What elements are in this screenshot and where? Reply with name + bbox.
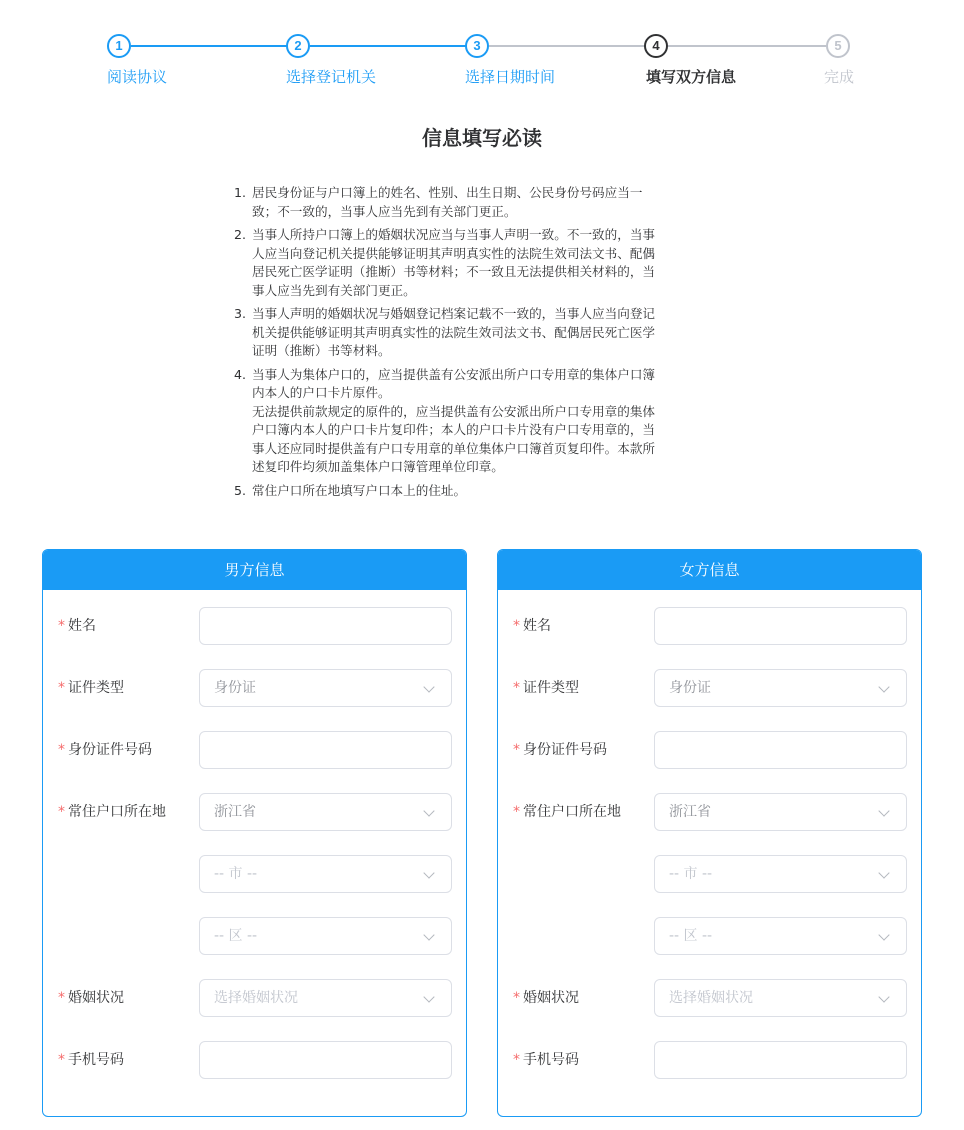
required-mark: * xyxy=(513,990,520,1006)
notice-item-number: 5. xyxy=(234,482,247,498)
step-5-number: 5 xyxy=(826,34,850,58)
phone-label xyxy=(58,1049,124,1069)
district-placeholder: -- 区 -- xyxy=(214,928,258,944)
name-input[interactable] xyxy=(654,607,907,645)
step-connector xyxy=(668,45,826,47)
required-mark: * xyxy=(513,618,520,634)
notice-line: 无法提供前款规定的原件的，应当提供盖有公安派出所户口专用章的集体 xyxy=(252,403,655,419)
required-mark: * xyxy=(513,804,520,820)
chevron-down-icon xyxy=(423,929,434,940)
male-info-panel xyxy=(42,549,467,1117)
chevron-down-icon xyxy=(878,805,889,816)
step-3-label: 选择日期时间 xyxy=(465,68,556,86)
notice-line: 当事人声明的婚姻状况与婚姻登记档案记载不一致的，当事人应当向登记 xyxy=(252,306,655,321)
step-4-label: 填写双方信息 xyxy=(646,68,737,86)
notice-item-number: 3. xyxy=(234,306,247,321)
step-connector xyxy=(310,45,467,47)
chevron-down-icon xyxy=(423,681,434,692)
marital-status-placeholder: 选择婚姻状况 xyxy=(669,990,753,1006)
notice-item-number: 1. xyxy=(234,185,247,200)
notice-line: 居民身份证与户口簿上的姓名、性别、出生日期、公民身份号码应当一 xyxy=(252,185,643,200)
required-mark: * xyxy=(58,618,65,634)
district-placeholder: -- 区 -- xyxy=(669,928,713,944)
notice-item-number: 2. xyxy=(234,227,247,242)
required-mark: * xyxy=(58,680,65,696)
marital-status-label xyxy=(58,987,124,1007)
city-placeholder: -- 市 -- xyxy=(214,866,258,882)
required-mark: * xyxy=(58,990,65,1006)
marital-status-label xyxy=(513,987,579,1007)
district-select[interactable] xyxy=(654,917,907,955)
notice-list xyxy=(234,184,704,505)
province-value: 浙江省 xyxy=(669,804,711,820)
chevron-down-icon xyxy=(878,681,889,692)
id-type-select[interactable] xyxy=(654,669,907,707)
residence-label-text: 常住户口所在地 xyxy=(68,804,166,820)
id-type-value: 身份证 xyxy=(669,680,711,696)
chevron-down-icon xyxy=(878,929,889,940)
id-type-label-text: 证件类型 xyxy=(68,680,124,696)
notice-line: 当事人所持户口簿上的婚姻状况应当与当事人声明一致。不一致的，当事 xyxy=(252,227,655,242)
notice-line: 常住户口所在地填写户口本上的住址。 xyxy=(252,482,467,498)
chevron-down-icon xyxy=(423,867,434,878)
id-type-select[interactable] xyxy=(199,669,452,707)
chevron-down-icon xyxy=(878,867,889,878)
phone-label-text: 手机号码 xyxy=(523,1052,579,1068)
id-number-label xyxy=(513,739,607,759)
marital-status-label-text: 婚姻状况 xyxy=(68,990,124,1006)
notice-item xyxy=(234,305,704,361)
step-connector xyxy=(131,45,288,47)
notice-line: 户口簿内本人的户口卡片复印件；本人的户口卡片没有户口专用章的，当 xyxy=(252,422,655,437)
marital-status-select[interactable] xyxy=(654,979,907,1017)
notice-line: 当事人为集体户口的，应当提供盖有公安派出所户口专用章的集体户口簿 xyxy=(252,366,655,382)
step-4-number: 4 xyxy=(644,34,668,58)
required-mark: * xyxy=(58,742,65,758)
required-mark: * xyxy=(58,804,65,820)
notice-item xyxy=(234,482,704,501)
notice-line: 居民死亡医学证明（推断）书等材料；不一致且无法提供相关材料的，当 xyxy=(252,264,655,279)
progress-stepper xyxy=(0,0,964,100)
notice-line: 证明（推断）书等材料。 xyxy=(252,343,391,358)
province-select[interactable] xyxy=(654,793,907,831)
residence-label xyxy=(513,801,621,821)
step-1-number: 1 xyxy=(107,34,131,58)
name-label xyxy=(513,615,551,635)
id-number-label xyxy=(58,739,152,759)
id-number-label-text: 身份证件号码 xyxy=(523,742,607,758)
step-5-label: 完成 xyxy=(824,68,855,86)
residence-label xyxy=(58,801,166,821)
id-type-label xyxy=(58,677,124,697)
marital-status-label-text: 婚姻状况 xyxy=(523,990,579,1006)
chevron-down-icon xyxy=(878,991,889,1002)
notice-item xyxy=(234,226,704,300)
notice-line: 人应当向登记机关提供能够证明其声明真实性的法院生效司法文书、配偶 xyxy=(252,245,655,261)
female-info-panel xyxy=(497,549,922,1117)
province-value: 浙江省 xyxy=(214,804,256,820)
province-select[interactable] xyxy=(199,793,452,831)
marital-status-select[interactable] xyxy=(199,979,452,1017)
notice-line: 事人还应同时提供盖有户口专用章的单位集体户口簿首页复印件。本款所 xyxy=(252,440,655,456)
step-2-number: 2 xyxy=(286,34,310,58)
notice-line: 内本人的户口卡片原件。 xyxy=(252,385,391,400)
name-input[interactable] xyxy=(199,607,452,645)
id-type-value: 身份证 xyxy=(214,680,256,696)
city-select[interactable] xyxy=(654,855,907,893)
name-label-text: 姓名 xyxy=(523,618,551,634)
step-3-number: 3 xyxy=(465,34,489,58)
city-placeholder: -- 市 -- xyxy=(669,866,713,882)
id-type-label xyxy=(513,677,579,697)
chevron-down-icon xyxy=(423,991,434,1002)
id-number-input[interactable] xyxy=(199,731,452,769)
required-mark: * xyxy=(513,680,520,696)
phone-label-text: 手机号码 xyxy=(68,1052,124,1068)
phone-input[interactable] xyxy=(199,1041,452,1079)
marital-status-placeholder: 选择婚姻状况 xyxy=(214,990,298,1006)
notice-line: 机关提供能够证明其声明真实性的法院生效司法文书、配偶居民死亡医学 xyxy=(252,324,655,340)
required-mark: * xyxy=(58,1052,65,1068)
phone-label xyxy=(513,1049,579,1069)
required-mark: * xyxy=(513,742,520,758)
id-number-input[interactable] xyxy=(654,731,907,769)
chevron-down-icon xyxy=(423,805,434,816)
panel-title: 女方信息 xyxy=(498,550,921,590)
notice-item xyxy=(234,184,704,221)
city-select[interactable] xyxy=(199,855,452,893)
id-type-label-text: 证件类型 xyxy=(523,680,579,696)
name-label-text: 姓名 xyxy=(68,618,96,634)
id-number-label-text: 身份证件号码 xyxy=(68,742,152,758)
notice-title: 信息填写必读 xyxy=(422,126,542,150)
step-1-label: 阅读协议 xyxy=(107,68,168,86)
phone-input[interactable] xyxy=(654,1041,907,1079)
notice-line: 致；不一致的，当事人应当先到有关部门更正。 xyxy=(252,203,517,219)
required-mark: * xyxy=(513,1052,520,1068)
notice-item xyxy=(234,366,704,477)
panel-title: 男方信息 xyxy=(43,550,466,590)
notice-line: 事人应当先到有关部门更正。 xyxy=(252,282,416,298)
residence-label-text: 常住户口所在地 xyxy=(523,804,621,820)
notice-item-number: 4. xyxy=(234,366,247,382)
step-2-label: 选择登记机关 xyxy=(286,68,377,86)
notice-line: 述复印件均须加盖集体户口簿管理单位印章。 xyxy=(252,459,504,474)
step-connector xyxy=(489,45,646,47)
name-label xyxy=(58,615,96,635)
district-select[interactable] xyxy=(199,917,452,955)
